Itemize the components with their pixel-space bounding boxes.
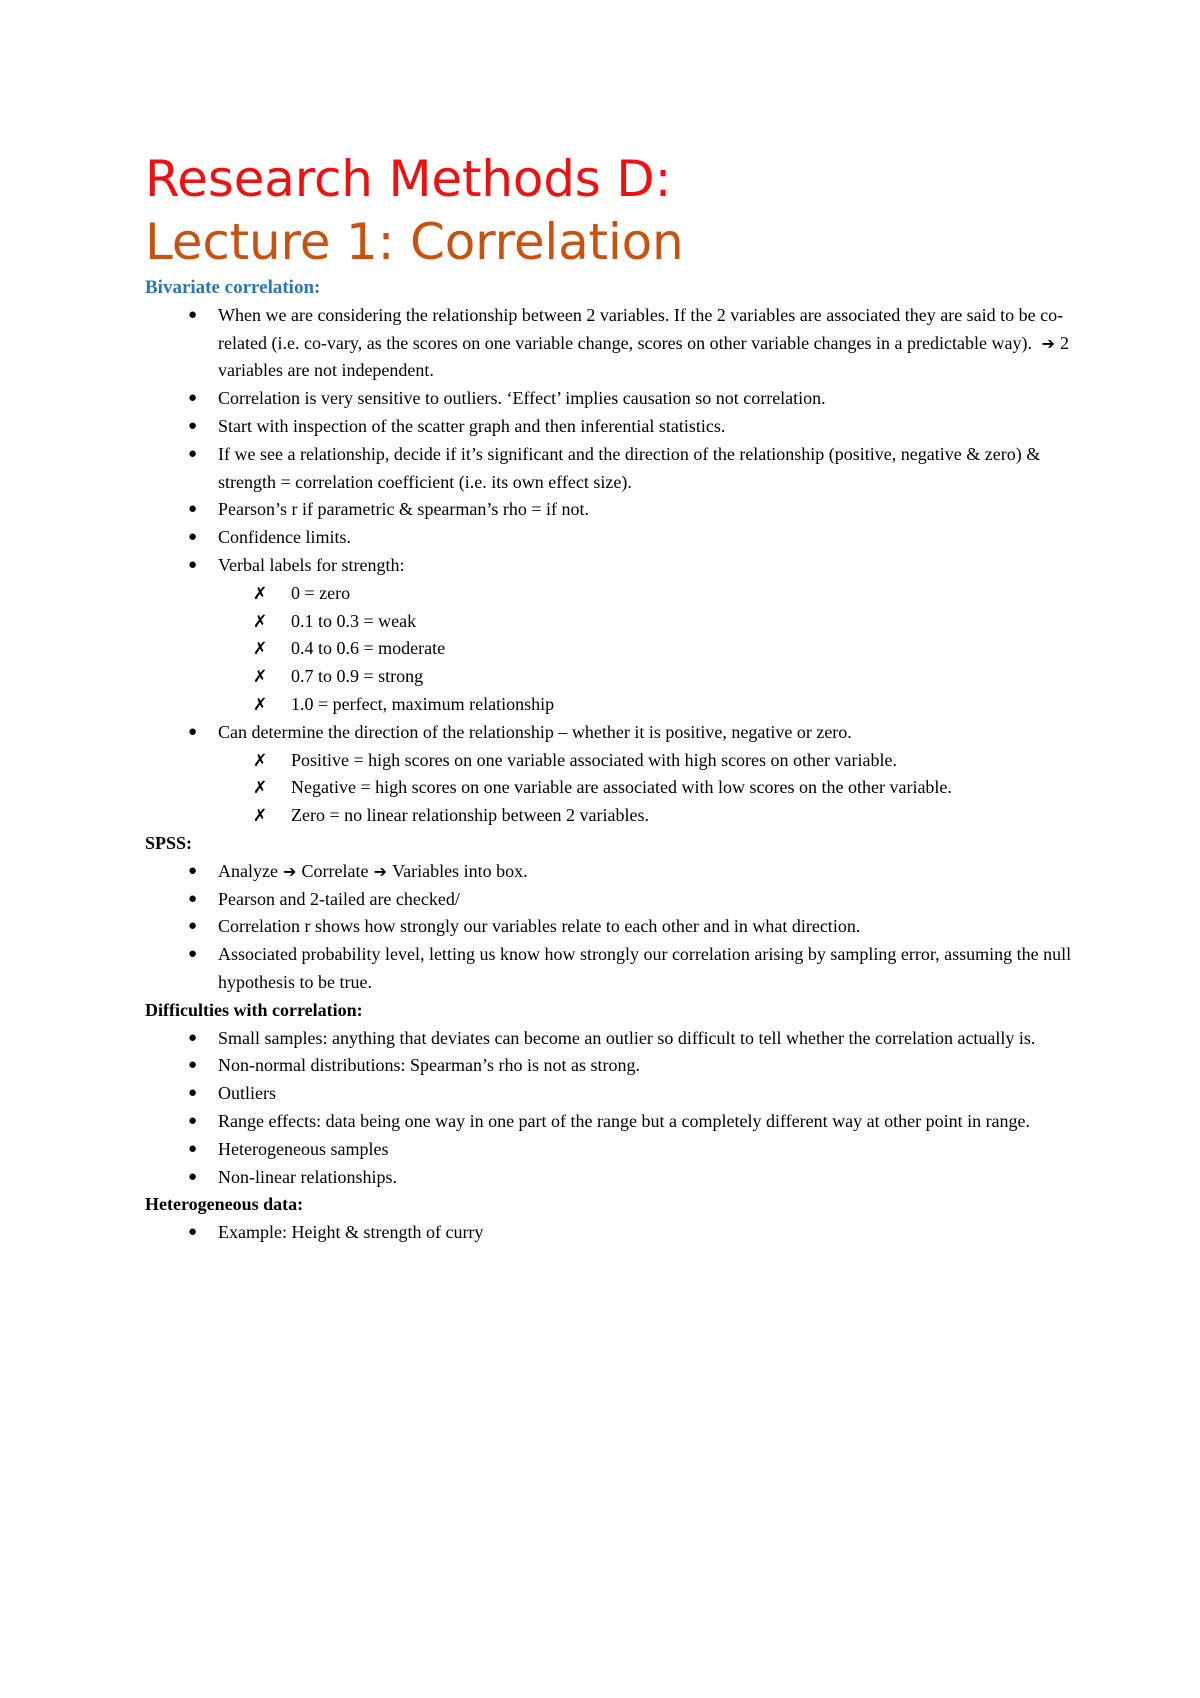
list-item: [188, 858, 1075, 886]
bullet-dot-icon: ●: [188, 556, 198, 573]
section-heading-bivariate: Bivariate correlation:: [145, 277, 321, 298]
sub-list-item: [253, 747, 1075, 775]
list-item-text: Can determine the direction of the relationship – whether it is positive, negative or zero.: [218, 721, 852, 742]
difficulties-list: [145, 1025, 1075, 1192]
cross-mark-icon: ✗: [253, 750, 268, 770]
sub-list-item: [253, 774, 1075, 802]
bullet-dot-icon: ●: [188, 1085, 198, 1102]
list-item-text: Correlation r shows how strongly our variables relate to each other and in what direction.: [218, 916, 861, 937]
list-item-text: When we are considering the relationship between 2 variables. If the 2 variables are associated they are said to be co-related (i.e. co-vary, as the scores on one variable change, scores on other variable changes in a predictable way).: [218, 304, 1064, 353]
cross-mark-icon: ✗: [253, 611, 268, 631]
list-item-text: Pearson and 2-tailed are checked/: [218, 888, 460, 909]
list-item: [188, 385, 1075, 413]
bullet-dot-icon: ●: [188, 1140, 198, 1157]
sub-list-item: [253, 608, 1075, 636]
list-item-text: Start with inspection of the scatter graph and then inferential statistics.: [218, 415, 726, 436]
list-item-text: Example: Height & strength of curry: [218, 1222, 484, 1243]
right-arrow-icon: ➔: [368, 861, 393, 881]
cross-mark-icon: ✗: [253, 583, 268, 603]
heterogeneous-list: [145, 1219, 1075, 1247]
bullet-dot-icon: ●: [188, 445, 198, 462]
sub-list-item-text: 0.4 to 0.6 = moderate: [291, 638, 446, 659]
cross-mark-icon: ✗: [253, 778, 268, 798]
list-item: [188, 1052, 1075, 1080]
list-item-text: Small samples: anything that deviates can become an outlier so difficult to tell whether the correlation actually is.: [218, 1027, 1036, 1048]
sub-list-item-text: Negative = high scores on one variable are associated with low scores on the other variable.: [291, 777, 952, 798]
list-item-text: Heterogeneous samples: [218, 1138, 389, 1159]
document-title-line-1: Research Methods D:: [145, 150, 672, 208]
sub-list-item: [253, 663, 1075, 691]
variables-step: Variables into box.: [392, 860, 528, 881]
list-item-text: Non-linear relationships.: [218, 1166, 397, 1187]
list-item-text: Pearson’s r if parametric & spearman’s rho = if not.: [218, 499, 590, 520]
list-item: [188, 552, 1075, 719]
bullet-dot-icon: ●: [188, 723, 198, 740]
list-item: [188, 941, 1075, 997]
sub-list-item: [253, 802, 1075, 830]
document-page: [145, 148, 1075, 1247]
section-heading-heterogeneous: Heterogeneous data:: [145, 1194, 304, 1215]
bullet-dot-icon: ●: [188, 417, 198, 434]
list-item: [188, 913, 1075, 941]
section-heading-spss: SPSS:: [145, 832, 193, 853]
list-item-text: If we see a relationship, decide if it’s significant and the direction of the relationship (positive, negative & zero) & strength = correlation coefficient (i.e. its own effect size).: [218, 443, 1041, 492]
list-item-text: Outliers: [218, 1083, 276, 1104]
list-item: [188, 1136, 1075, 1164]
list-item: [188, 1219, 1075, 1247]
list-item-text: 2 variables are not independent.: [218, 332, 1070, 381]
list-item: [188, 496, 1075, 524]
list-item: [188, 1025, 1075, 1053]
bivariate-list: [145, 302, 1075, 830]
bullet-dot-icon: ●: [188, 306, 198, 323]
list-item-text: Associated probability level, letting us know how strongly our correlation arising by sampling error, assuming the null hypothesis to be true.: [218, 944, 1072, 992]
bullet-dot-icon: ●: [188, 946, 198, 963]
correlate-step: Correlate: [301, 860, 369, 881]
bullet-dot-icon: ●: [188, 501, 198, 518]
sub-list-item-text: 0.7 to 0.9 = strong: [291, 666, 424, 687]
list-item: [188, 413, 1075, 441]
list-item-text: Confidence limits.: [218, 527, 351, 548]
bullet-dot-icon: ●: [188, 1168, 198, 1185]
sub-list-item: [253, 635, 1075, 663]
list-item: [188, 1164, 1075, 1192]
analyze-step: Analyze: [218, 860, 278, 881]
list-item-text: Correlation is very sensitive to outliers. ‘Effect’ implies causation so not correlation.: [218, 388, 826, 409]
sub-list-item-text: 0 = zero: [291, 582, 351, 603]
list-item-text: Verbal labels for strength:: [218, 554, 405, 575]
sub-list-item-text: 0.1 to 0.3 = weak: [291, 610, 417, 631]
list-item: [188, 1080, 1075, 1108]
cross-mark-icon: ✗: [253, 694, 268, 714]
bullet-dot-icon: ●: [188, 890, 198, 907]
bullet-dot-icon: ●: [188, 1224, 198, 1241]
sub-list-item-text: Positive = high scores on one variable associated with high scores on other variable.: [291, 749, 897, 770]
sub-list-item: [253, 580, 1075, 608]
bullet-dot-icon: ●: [188, 918, 198, 935]
list-item-text: Range effects: data being one way in one part of the range but a completely different way at other point in range.: [218, 1110, 1031, 1131]
bullet-dot-icon: ●: [188, 1112, 198, 1129]
bullet-dot-icon: ●: [188, 390, 198, 407]
section-heading-difficulties: Difficulties with correlation:: [145, 999, 363, 1020]
list-item: [188, 1108, 1075, 1136]
list-item: [188, 524, 1075, 552]
list-item: [188, 719, 1075, 830]
right-arrow-icon: ➔: [1036, 333, 1061, 353]
spss-list: [145, 858, 1075, 997]
bullet-dot-icon: ●: [188, 1029, 198, 1046]
list-item: [188, 886, 1075, 914]
document-title-line-2: Lecture 1: Correlation: [145, 213, 684, 271]
list-item: [188, 441, 1075, 497]
sub-list-item: [253, 691, 1075, 719]
cross-mark-icon: ✗: [253, 806, 268, 826]
direction-list: [218, 747, 1075, 830]
bullet-dot-icon: ●: [188, 862, 198, 879]
cross-mark-icon: ✗: [253, 639, 268, 659]
list-item-text: Non-normal distributions: Spearman’s rho is not as strong.: [218, 1055, 640, 1076]
right-arrow-icon: ➔: [277, 861, 302, 881]
list-item: [188, 302, 1075, 385]
cross-mark-icon: ✗: [253, 667, 268, 687]
sub-list-item-text: 1.0 = perfect, maximum relationship: [291, 693, 555, 714]
bullet-dot-icon: ●: [188, 1057, 198, 1074]
strength-labels-list: [218, 580, 1075, 719]
sub-list-item-text: Zero = no linear relationship between 2 variables.: [291, 805, 650, 826]
bullet-dot-icon: ●: [188, 529, 198, 546]
